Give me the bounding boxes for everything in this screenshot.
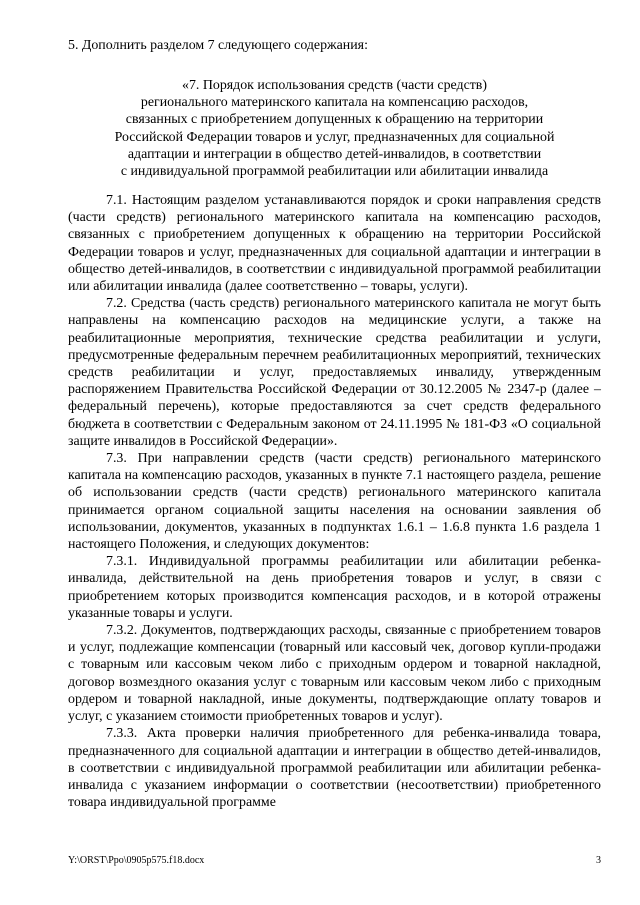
paragraph-7-1: 7.1. Настоящим разделом устанавливаются порядок и сроки направления средств (части средств) регионального материнского капитала на компенсацию расходов, связанных с приобретением допущенных к обращению на территории Российской Федерации товаров и услуг, предназначенных для социальной адаптации и интеграции в общество детей-инвалидов, в соответствии с индивидуальной программой реабилитации или абилитации инвалида (далее соответственно – товары, услуги). <box>68 193 601 295</box>
paragraph-7-3-1: 7.3.1. Индивидуальной программы реабилитации или абилитации ребенка-инвалида, действительной на день приобретения товаров и услуг, в связи с приобретением которых производится компенсация расходов, и в которой отражены указанные товары и услуги. <box>68 554 601 621</box>
intro-line: 5. Дополнить разделом 7 следующего содержания: <box>68 38 368 53</box>
section-heading <box>68 77 601 180</box>
file-path: Y:\ORST\Ppo\0905p575.f18.docx <box>68 855 205 866</box>
heading-line: связанных с приобретением допущенных к обращению на территории <box>125 112 544 128</box>
heading-line: адаптации и интеграции в общество детей-инвалидов, в соответствии <box>127 146 542 162</box>
heading-line: «7. Порядок использования средств (части средств) <box>182 78 487 93</box>
heading-line: регионального материнского капитала на компенсацию расходов, <box>140 95 529 111</box>
paragraph-7-3-3: 7.3.3. Акта проверки наличия приобретенного для ребенка-инвалида товара, предназначенного для социальной адаптации и интеграции в общество детей-инвалидов, в соответствии с индивидуальной программой реабилитации или абилитации ребенка-инвалида с указанием информации о соответствии (несоответствии) приобретенного товара индивидуальной программе <box>68 726 601 811</box>
paragraph-7-3-2: 7.3.2. Документов, подтверждающих расходы, связанные с приобретением товаров и услуг, подлежащие компенсации (товарный или кассовый чек, договор купли-продажи с товарным или кассовым чеком либо с приходным ордером и товарной накладной, договор возмездного оказания услуг с товарным или кассовым чеком либо с приходным ордером и товарной накладной, иные документы, подтверждающие оплату товаров и услуг, с указанием стоимости приобретенных товаров и услуг). <box>68 623 601 725</box>
paragraph-7-3: 7.3. При направлении средств (части средств) регионального материнского капитала на компенсацию расходов, указанных в пункте 7.1 настоящего раздела, решение об использовании средств (части средств) регионального материнского капитала принимается органом социальной защиты населения на основании заявления об использовании, документов, указанных в подпунктах 1.6.1 – 1.6.8 пункта 1.6 раздела 1 настоящего Положения, и следующих документов: <box>68 451 601 553</box>
document-body <box>68 192 601 811</box>
heading-line: Российской Федерации товаров и услуг, предназначенных для социальной <box>114 129 555 145</box>
heading-line: с индивидуальной программой реабилитации или абилитации инвалида <box>120 164 549 180</box>
page-number: 3 <box>596 855 601 866</box>
paragraph-7-2: 7.2. Средства (часть средств) регионального материнского капитала не могут быть направлены на компенсацию расходов на медицинские услуги, а также на реабилитационные мероприятия, технические средства реабилитации и услуги, предусмотренные федеральным перечнем реабилитационных мероприятий, технических средств реабилитации и услуг, предоставляемых инвалиду, утвержденным распоряжением Правительства Российской Федерации от 30.12.2005 № 2347-р (далее – федеральный перечень), которые предоставляются за счет средств федерального бюджета в соответствии с Федеральным законом от 24.11.1995 № 181-ФЗ «О социальной защите инвалидов в Российской Федерации». <box>68 296 601 449</box>
